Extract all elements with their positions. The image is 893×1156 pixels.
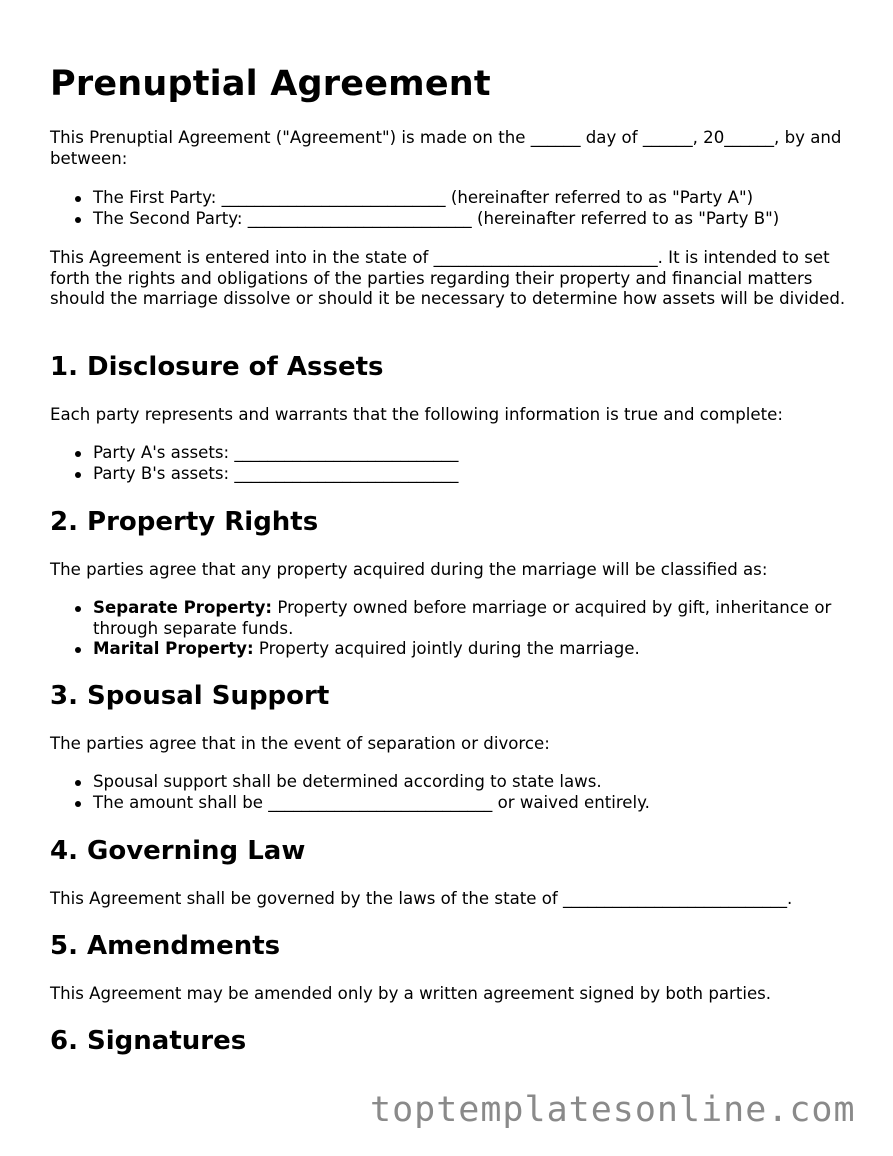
- property-text-block: [50, 560, 850, 581]
- term-label: Marital Property:: [93, 639, 254, 659]
- list-item: Spousal support shall be determined according to state laws.: [93, 772, 850, 793]
- section-heading-signatures: 6. Signatures: [50, 1026, 247, 1056]
- property-list: [50, 598, 850, 660]
- law-text: This Agreement shall be governed by the laws of the state of ___________________________.: [50, 889, 793, 908]
- parties-list: [50, 188, 850, 229]
- section-heading-support: 3. Spousal Support: [50, 681, 330, 711]
- intro-paragraph: [50, 128, 850, 169]
- section-heading-amendments: 5. Amendments: [50, 931, 281, 961]
- disclosure-text-block: [50, 405, 850, 426]
- state-text: This Agreement is entered into in the state of ___________________________. It is intended to set forth the rights and obligations of the parties regarding their property and financial matters should the marriage dissolve or should it be necessary to determine how assets will be divided.: [50, 248, 846, 309]
- term-description: Property owned before marriage or acquired by gift, inheritance or through separate funds.: [93, 598, 832, 638]
- property-text: The parties agree that any property acquired during the marriage will be classified as:: [50, 560, 768, 579]
- support-text: The parties agree that in the event of separation or divorce:: [50, 734, 550, 753]
- term-label: Separate Property:: [93, 598, 273, 617]
- disclosure-text: Each party represents and warrants that the following information is true and complete:: [50, 405, 783, 424]
- support-text-block: [50, 734, 850, 755]
- section-heading-property: 2. Property Rights: [50, 507, 319, 537]
- list-item: Party A's assets: ___________________________: [93, 443, 850, 464]
- list-item: The amount shall be ___________________________ or waived entirely.: [93, 793, 850, 814]
- state-paragraph: [50, 248, 850, 310]
- term-description: Property acquired jointly during the marriage.: [253, 639, 640, 659]
- watermark: toptemplatesonline.com: [370, 1090, 856, 1130]
- amendments-text: This Agreement may be amended only by a written agreement signed by both parties.: [50, 984, 772, 1003]
- list-item: Party B's assets: ___________________________: [93, 464, 850, 485]
- law-text-block: [50, 889, 850, 910]
- list-item: [93, 598, 850, 639]
- intro-text: This Prenuptial Agreement ("Agreement") is made on the ______ day of ______, 20______, by and between:: [50, 128, 842, 168]
- page-title: Prenuptial Agreement: [50, 64, 491, 104]
- section-heading-disclosure: 1. Disclosure of Assets: [50, 352, 384, 382]
- disclosure-list: [50, 443, 850, 484]
- support-list: [50, 772, 850, 813]
- list-item: The First Party: ___________________________ (hereinafter referred to as "Party A"): [93, 188, 850, 209]
- list-item: [93, 639, 850, 660]
- section-heading-law: 4. Governing Law: [50, 836, 306, 866]
- list-item: The Second Party: ___________________________ (hereinafter referred to as "Party B"): [93, 209, 850, 230]
- amendments-text-block: [50, 984, 850, 1005]
